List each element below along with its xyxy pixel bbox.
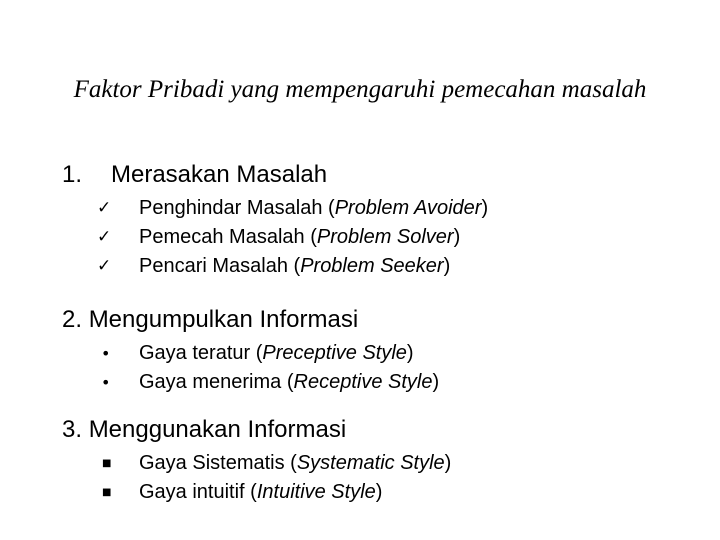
round-bullet-icon: • bbox=[101, 344, 111, 363]
round-bullet-icon: • bbox=[101, 373, 111, 392]
section-title: Mengumpulkan Informasi bbox=[88, 306, 359, 333]
checkmark-icon: ✓ bbox=[97, 256, 112, 276]
list-item-text: Gaya teratur (Preceptive Style) bbox=[139, 342, 414, 364]
section-merasakan-masalah bbox=[62, 160, 327, 190]
list-item-text: Gaya menerima (Receptive Style) bbox=[139, 371, 440, 393]
section-heading bbox=[62, 415, 346, 445]
section-heading bbox=[62, 305, 358, 335]
section-title: Menggunakan Informasi bbox=[88, 416, 347, 443]
section-mengumpulkan-informasi bbox=[62, 305, 358, 335]
list-item-text: Penghindar Masalah (Problem Avoider) bbox=[139, 197, 489, 219]
square-bullet-icon: ■ bbox=[102, 458, 112, 469]
square-bullet-icon: ■ bbox=[102, 487, 112, 498]
list-item-text: Gaya intuitif (Intuitive Style) bbox=[139, 481, 383, 503]
list-item-text: Gaya Sistematis (Systematic Style) bbox=[139, 452, 452, 474]
checkmark-icon: ✓ bbox=[97, 227, 112, 247]
section-number: 1. bbox=[62, 161, 83, 188]
section-title: Merasakan Masalah bbox=[111, 161, 328, 188]
section-number: 2. bbox=[62, 306, 83, 333]
list-item-text: Pemecah Masalah (Problem Solver) bbox=[139, 226, 461, 248]
section-number: 3. bbox=[62, 416, 83, 443]
list-item-text: Pencari Masalah (Problem Seeker) bbox=[139, 255, 451, 277]
checkmark-icon: ✓ bbox=[97, 198, 112, 218]
section-heading bbox=[62, 160, 327, 190]
section-menggunakan-informasi bbox=[62, 415, 346, 445]
slide-title: Faktor Pribadi yang mempengaruhi pemecahan masalah bbox=[73, 76, 647, 103]
